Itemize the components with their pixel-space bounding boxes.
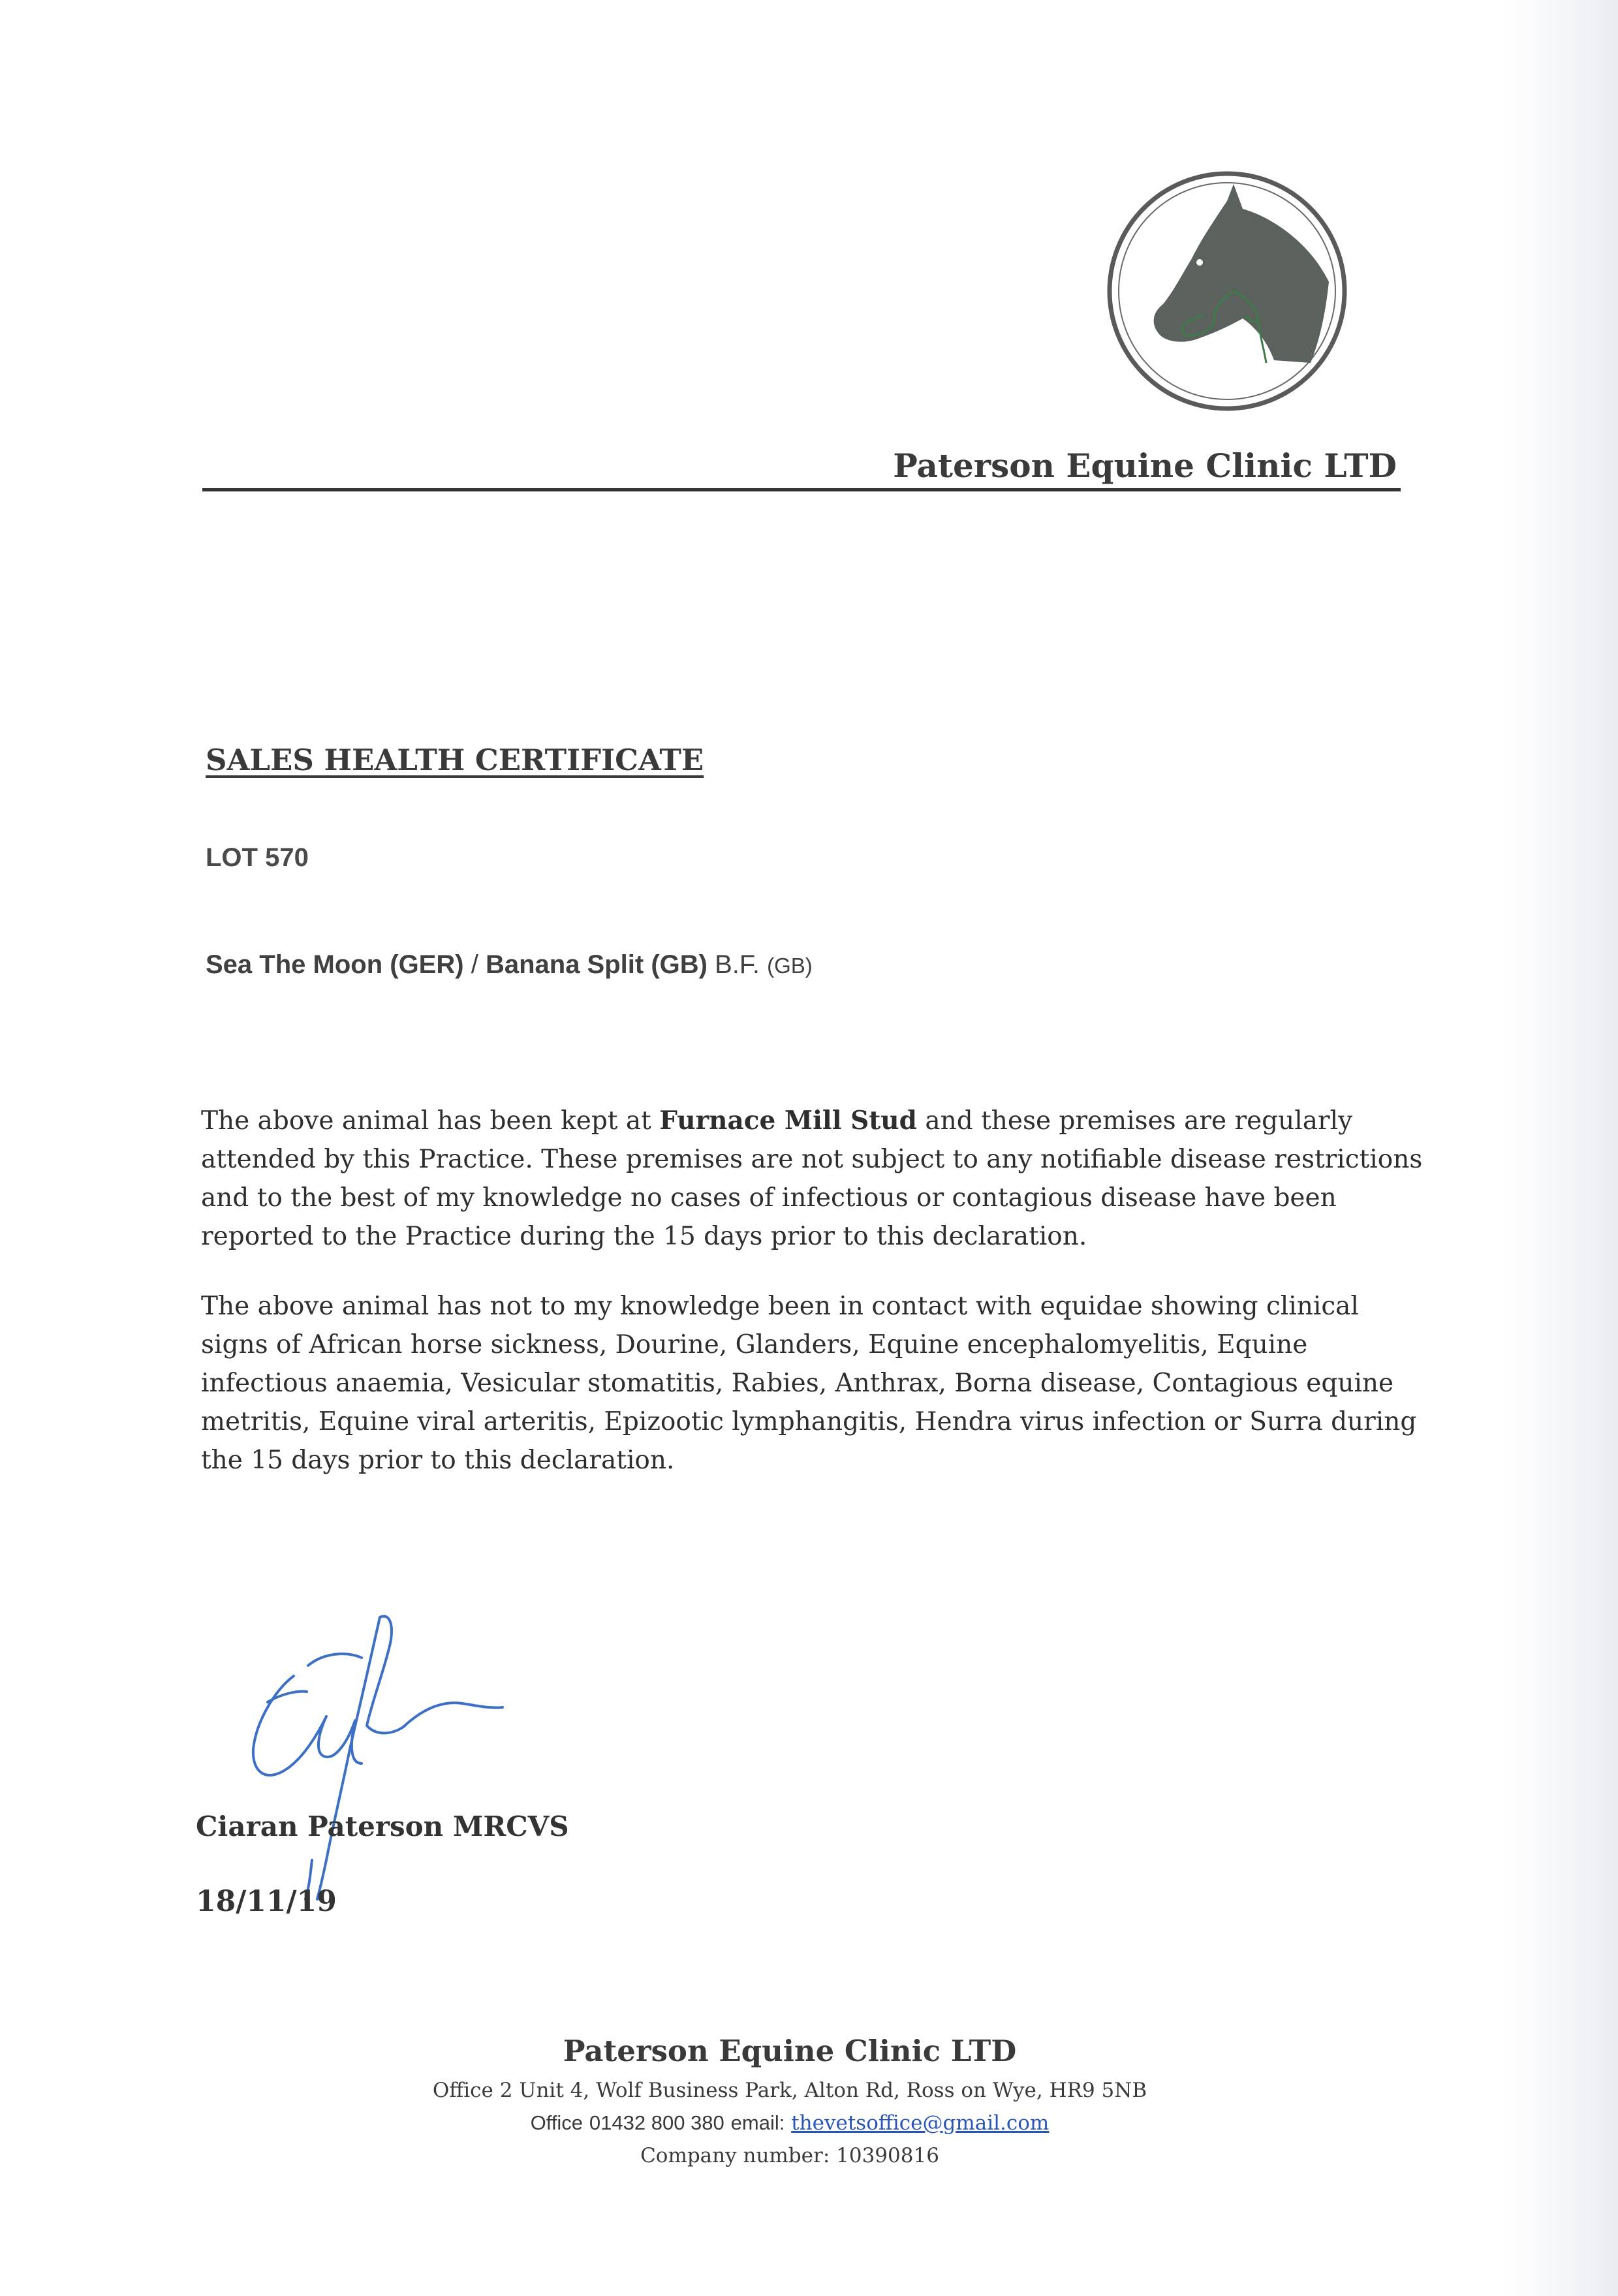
lot-number: LOT 570 — [206, 843, 309, 872]
header-divider — [202, 488, 1401, 491]
horse-head-logo-icon — [1103, 167, 1351, 415]
header-clinic-name: Paterson Equine Clinic LTD — [893, 446, 1397, 485]
certificate-title: SALES HEALTH CERTIFICATE — [206, 743, 704, 777]
declaration-paragraph-2: The above animal has not to my knowledge been in contact with equidae showing clinical signs of African horse sickness, Dourine, Glanders, Equine encephalomyelitis, Equine infectious anaemia, Vesicular stomatitis, Rabies, Anthrax, Borna disease, Contagious equine metritis, Equine viral arteritis, Epizootic lymphangitis, Hendra virus infection or Surra during the 15 days prior to this declaration. — [201, 1292, 1417, 1475]
sire: Sea The Moon (GER) — [206, 950, 464, 979]
pedigree-separator: / — [471, 950, 478, 979]
signature — [196, 1592, 640, 1932]
stud-name: Furnace Mill Stud — [659, 1106, 917, 1136]
footer-email-link[interactable]: thevetsoffice@gmail.com — [791, 2111, 1050, 2135]
footer-company-number: Company number: 10390816 — [640, 2144, 939, 2167]
footer-address: Office 2 Unit 4, Wolf Business Park, Alton Rd, Ross on Wye, HR9 5NB — [432, 2079, 1147, 2102]
pedigree-line — [206, 950, 813, 980]
signature-date: 18/11/19 — [196, 1885, 337, 1918]
footer-contact: Office 01432 800 380 email: thevetsoffice@gmail.com — [530, 2111, 1050, 2135]
sex-colour: B.F. — [715, 950, 760, 979]
scan-shadow — [1501, 0, 1618, 2296]
footer-phone: 01432 800 380 — [589, 2111, 724, 2134]
footer-clinic-name: Paterson Equine Clinic LTD — [563, 2034, 1017, 2068]
declaration-paragraph-1: The above animal has been kept at Furnace Mill Stud and these premises are regularly attended by this Practice. These premises are not subject to any notifiable disease restrictions and to the best of my knowledge no cases of infectious or contagious disease have been reported to the Practice during the 15 days prior to this declaration. — [201, 1106, 1423, 1251]
origin: (GB) — [767, 954, 813, 978]
signer-name: Ciaran Paterson MRCVS — [196, 1810, 569, 1842]
footer — [261, 2028, 1318, 2172]
dam: Banana Split (GB) — [485, 950, 708, 979]
